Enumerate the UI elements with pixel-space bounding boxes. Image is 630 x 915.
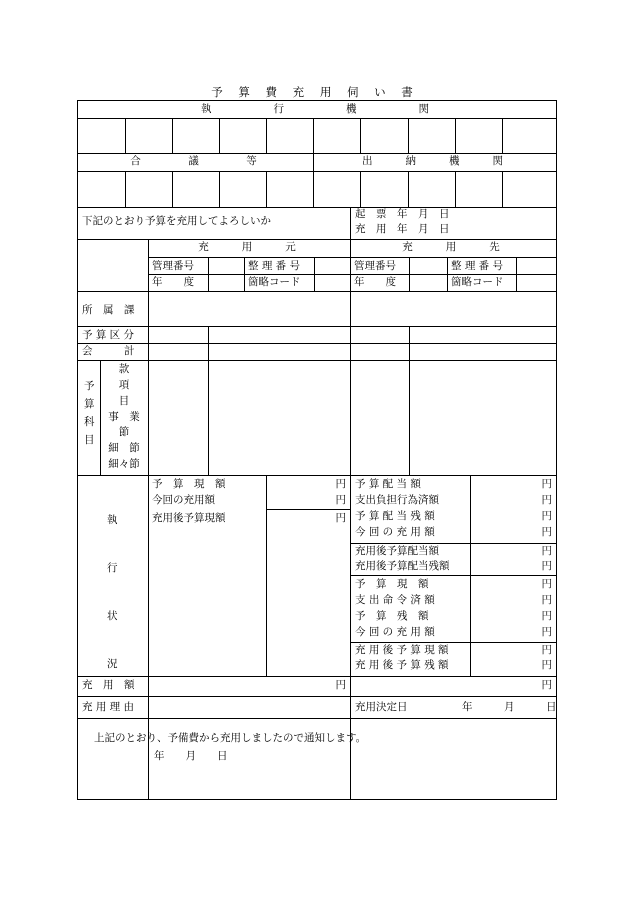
right-g1-0-label: 予 算 配 当 額 xyxy=(355,478,421,490)
execution-status-label: 執行状況 xyxy=(107,514,118,670)
form-title: 予 算 費 充 用 伺 い 書 xyxy=(211,85,419,99)
executive-bodies-header: 執 行 機 関 xyxy=(201,103,433,115)
left-row-1-label: 今回の充用額 xyxy=(152,494,215,506)
right-g2-1-label: 充用後予算配当残額 xyxy=(355,560,450,572)
right-g3-1-label: 支 出 命 令 済 額 xyxy=(355,594,435,606)
budget-transfer-form xyxy=(77,100,557,800)
right-g2-0-label: 充用後予算配当額 xyxy=(355,545,439,557)
consultation-header: 合 議 等 xyxy=(130,155,261,167)
transfer-amount-unit-source: 円 xyxy=(335,679,346,691)
approval-request-text: 下記のとおり予算を充用してよろしいか xyxy=(82,215,271,227)
item-kou: 項 xyxy=(118,379,130,391)
budget-item-label: 予算科目 xyxy=(84,380,95,446)
notice-date: 年 月 日 xyxy=(154,750,228,762)
right-g3-3-unit: 円 xyxy=(541,626,552,638)
right-g2-0-unit: 円 xyxy=(541,545,552,557)
right-g2-1-unit: 円 xyxy=(541,560,552,572)
right-g3-1-unit: 円 xyxy=(541,594,552,606)
item-setsu: 節 xyxy=(118,426,130,438)
right-g1-2-label: 予 算 配 当 残 額 xyxy=(355,510,435,522)
source-seiri-label: 整 理 番 号 xyxy=(248,260,301,272)
item-kan: 款 xyxy=(118,363,130,375)
right-g3-3-label: 今 回 の 充 用 額 xyxy=(355,626,435,638)
notice-text: 上記のとおり、予備費から充用しましたので通知します。 xyxy=(94,732,367,744)
right-g3-0-unit: 円 xyxy=(541,578,552,590)
right-g3-2-unit: 円 xyxy=(541,610,552,622)
transfer-date-label: 充 用 年 月 日 xyxy=(355,223,450,235)
department-label: 所 属 課 xyxy=(82,304,135,316)
dest-kanri-label: 管理番号 xyxy=(354,260,396,272)
right-g3-2-label: 予 算 残 額 xyxy=(355,610,429,622)
right-g1-3-label: 今 回 の 充 用 額 xyxy=(355,526,435,538)
account-label: 会 計 xyxy=(82,345,135,357)
right-g1-1-label: 支出負担行為済額 xyxy=(355,494,439,506)
decision-date-label: 充用決定日 xyxy=(355,701,408,713)
right-g4-1-unit: 円 xyxy=(541,659,552,671)
left-row-2-label: 充用後予算現額 xyxy=(152,512,226,524)
transfer-amount-label: 充 用 額 xyxy=(82,679,135,691)
item-jigyo: 事 業 xyxy=(108,411,140,423)
source-ryaku-label: 箇略コード xyxy=(248,276,301,288)
left-row-0-label: 予 算 現 額 xyxy=(152,478,226,490)
dest-seiri-label: 整 理 番 号 xyxy=(451,260,504,272)
budget-category-label: 予 算 区 分 xyxy=(82,329,135,341)
transfer-amount-unit-dest: 円 xyxy=(541,679,552,691)
draft-date-label: 起 票 年 月 日 xyxy=(355,208,450,220)
right-g4-0-label: 充 用 後 予 算 現 額 xyxy=(355,644,449,656)
right-g1-3-unit: 円 xyxy=(541,526,552,538)
right-g1-1-unit: 円 xyxy=(541,494,552,506)
destination-header: 充 用 先 xyxy=(402,241,504,253)
left-row-2-unit: 円 xyxy=(335,512,346,524)
left-row-0-unit: 円 xyxy=(335,478,346,490)
dest-nendo-label: 年 度 xyxy=(354,276,396,288)
source-header: 充 用 元 xyxy=(198,241,300,253)
dest-ryaku-label: 箇略コード xyxy=(451,276,504,288)
right-g3-0-label: 予 算 現 額 xyxy=(355,578,429,590)
right-g1-0-unit: 円 xyxy=(541,478,552,490)
treasury-header: 出 納 機 関 xyxy=(362,155,507,167)
item-moku: 目 xyxy=(118,395,130,407)
right-g4-1-label: 充 用 後 予 算 残 額 xyxy=(355,659,449,671)
source-nendo-label: 年 度 xyxy=(152,276,194,288)
right-g4-0-unit: 円 xyxy=(541,644,552,656)
source-kanri-label: 管理番号 xyxy=(152,260,194,272)
decision-date-ymd: 年 月 日 xyxy=(462,701,557,713)
right-g1-2-unit: 円 xyxy=(541,510,552,522)
transfer-reason-label: 充 用 理 由 xyxy=(82,701,135,713)
left-row-1-unit: 円 xyxy=(335,494,346,506)
item-saisetsu: 細 節 xyxy=(108,442,140,454)
item-saisaisetsu: 細々節 xyxy=(108,458,140,470)
